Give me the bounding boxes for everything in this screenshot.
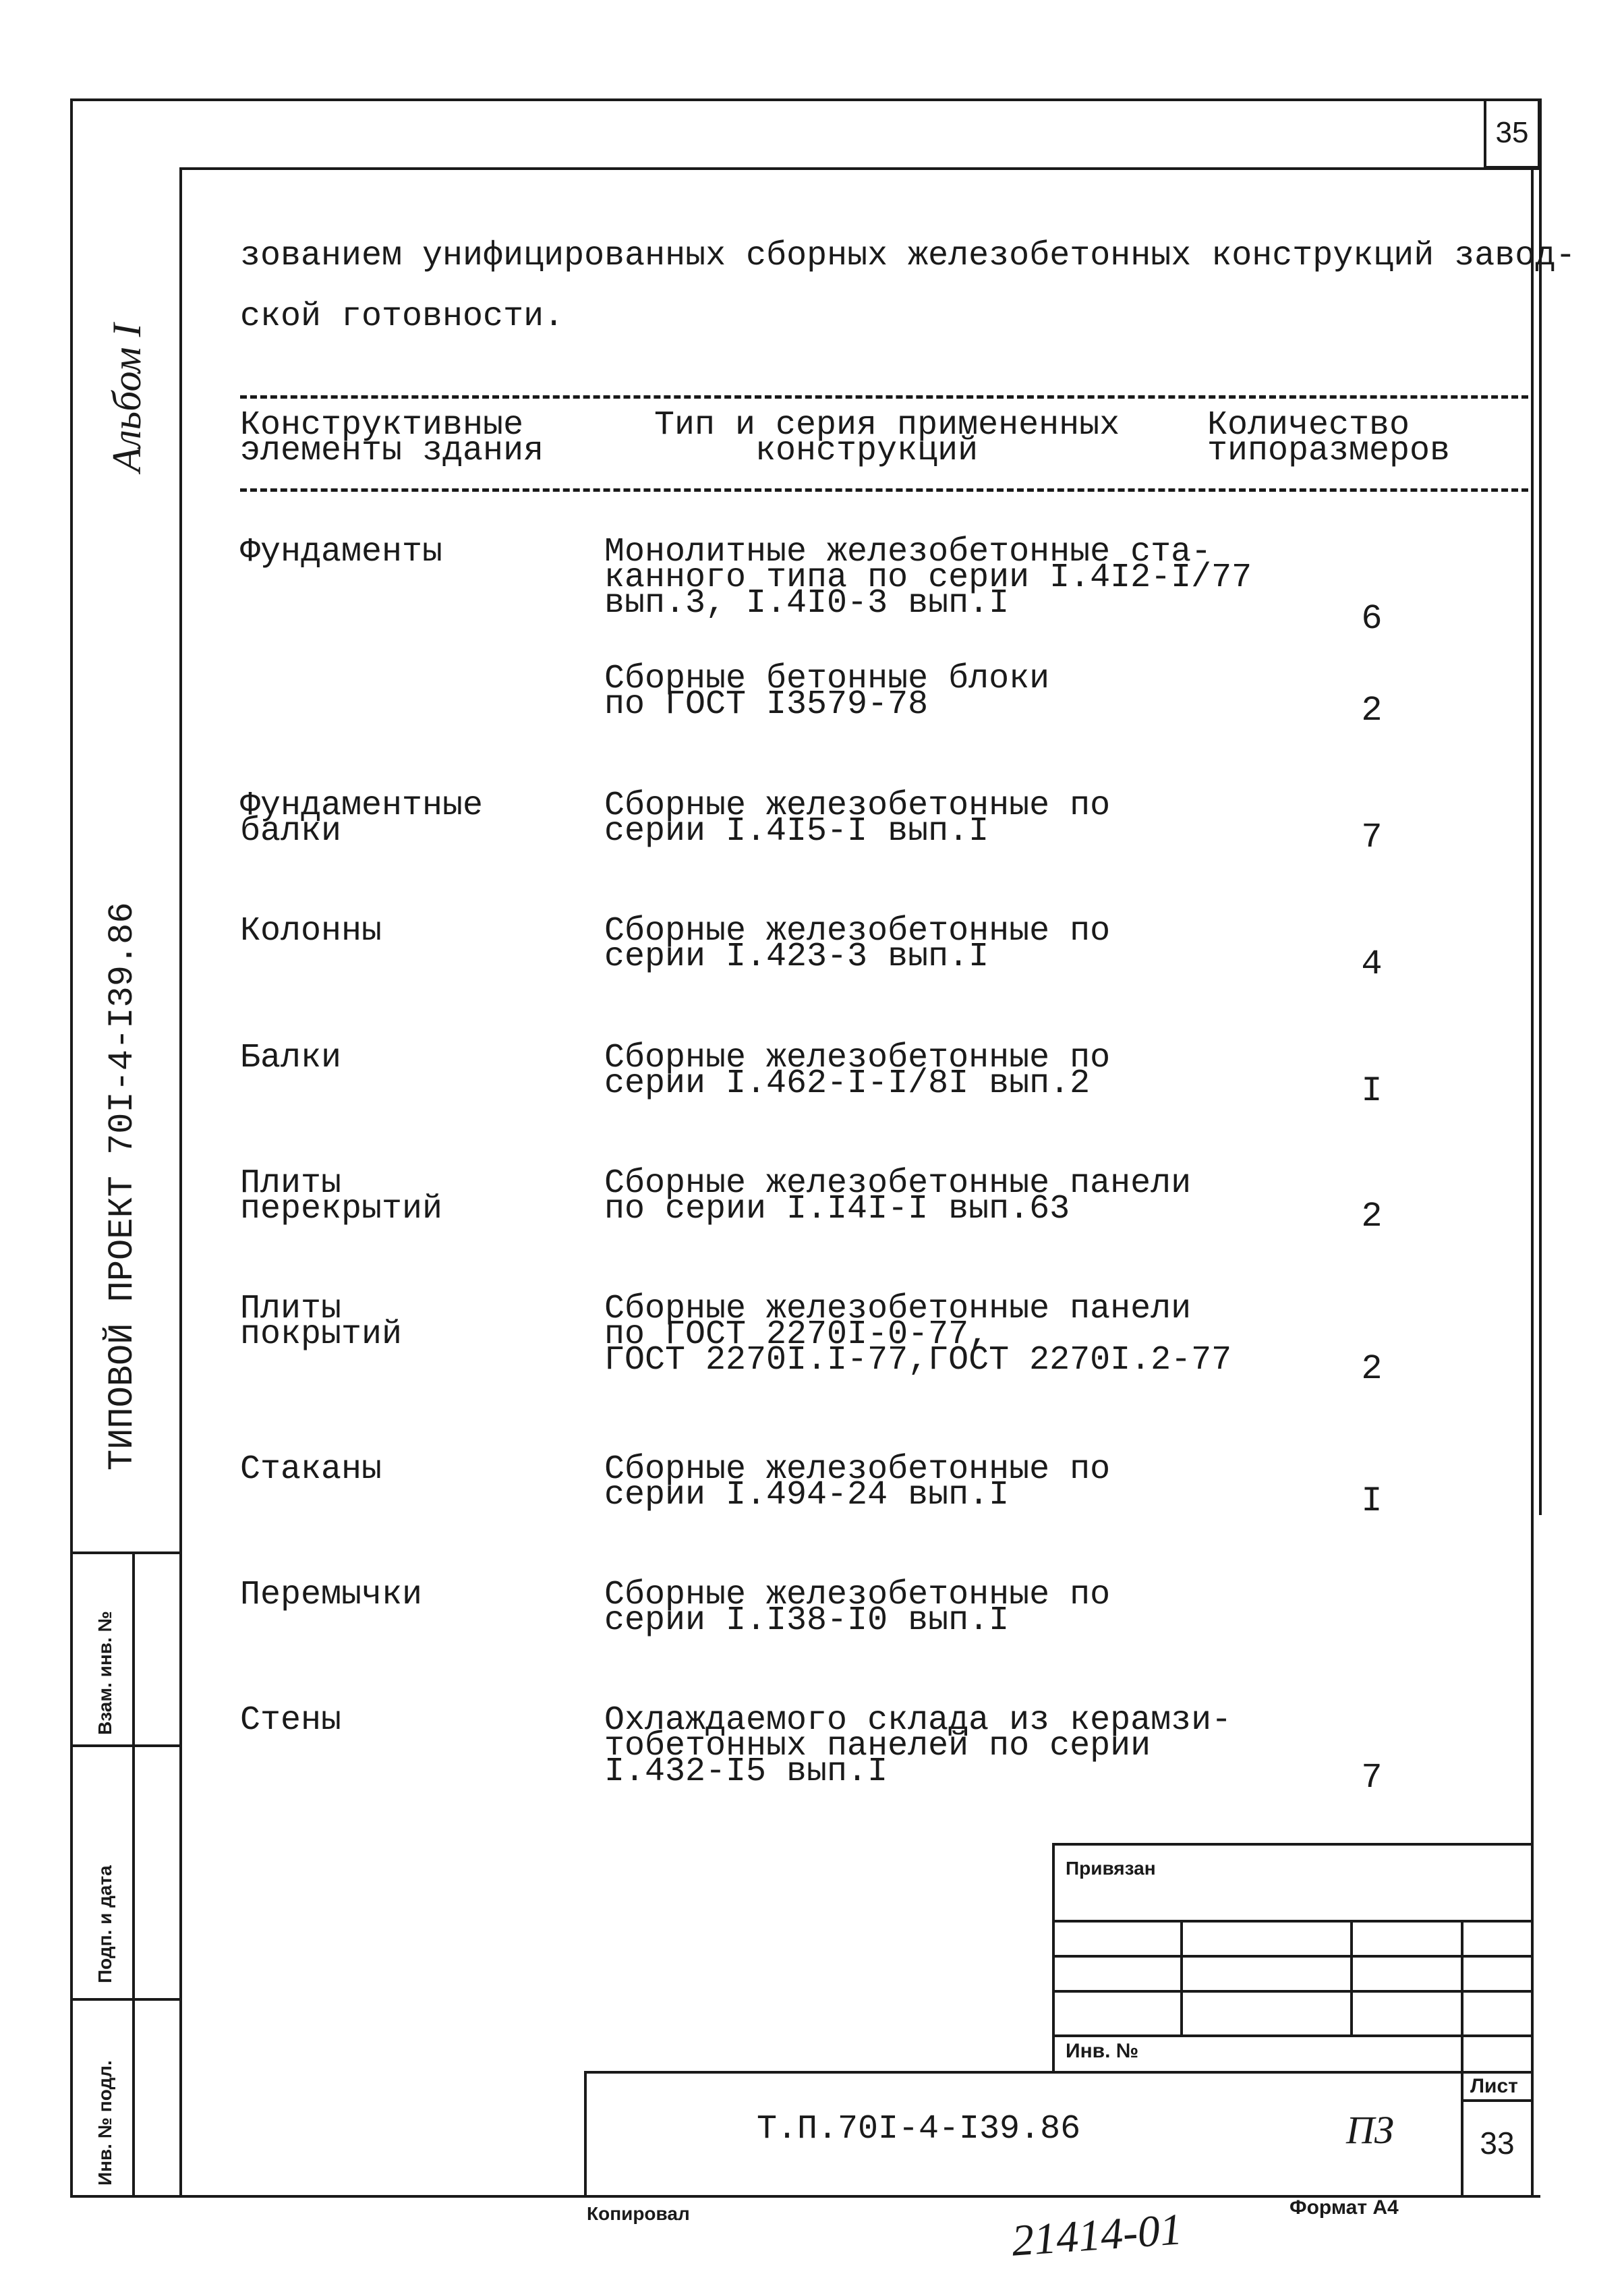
table-header-bottom-dash [240,488,1528,492]
row-type: Сборные железобетонные панели по серии I.I4I-I вып.63 [604,1164,1192,1228]
document-code: Т.П.70I-4-I39.86 [757,2110,1081,2148]
inner-frame-left [179,167,182,2196]
row-type: Охлаждаемого склада из керамзи- тобетонных панелей по серии I.432-I5 вып.I [604,1701,1232,1791]
handwritten-number: 21414-01 [1010,2204,1184,2266]
title-block-left [1052,1843,1055,2072]
intro-line-2: ской готовности. [240,297,564,336]
side-stamp-divider [73,1551,181,1554]
row-type: Сборные железобетонные по серии I.462-I-I/8I вып.2 [604,1039,1111,1103]
row-quantity: 7 [1361,818,1383,857]
row-element: Перемычки [240,1576,423,1614]
title-block-col-3 [1461,1920,1463,2072]
row-type: Монолитные железобетонные ста- канного типа по серии I.4I2-I/77 вып.3, I.4I0-3 вып.I [604,533,1252,623]
row-type: Сборные бетонные блоки по ГОСТ I3579-78 [604,660,1050,724]
header-type: Тип и серия примененных конструкций [654,406,1120,470]
row-element: Фундаменты [240,533,443,571]
side-stamp-row-2 [73,1998,181,2001]
inner-frame-top [179,167,1539,170]
stamp-inv-podl: Инв. № подл. [94,2060,115,2186]
row-quantity: 6 [1361,599,1383,639]
row-type: Сборные железобетонные панели по ГОСТ 2270I-0-77, ГОСТ 2270I.I-77,ГОСТ 2270I.2-77 [604,1290,1232,1379]
row-quantity: 2 [1361,691,1383,731]
row-type: Сборные железобетонные по серии I.423-3 вып.I [604,912,1111,976]
title-block-top [1052,1843,1534,1846]
inner-frame-right [1531,167,1534,2196]
row-element: Стены [240,1701,342,1740]
row-quantity: 7 [1361,1758,1383,1798]
row-quantity: I [1361,1071,1383,1111]
table-header-top-dash [240,395,1528,399]
sheet-label: Лист [1470,2075,1518,2097]
inv-no-label: Инв. № [1066,2040,1139,2062]
header-quantity: Количество типоразмеров [1207,406,1451,470]
row-type: Сборные железобетонные по серии I.4I5-I вып.I [604,787,1111,851]
intro-line-1: зованием унифицированных сборных железобетонных конструкций завод- [240,237,1576,275]
row-element: Колонны [240,912,382,950]
side-stamp-row-1 [73,1744,181,1747]
section-code: ПЗ [1346,2108,1394,2152]
side-stamp-column [132,1551,135,2196]
row-element: Фундаментные балки [240,787,484,851]
title-block-col-1 [1180,1920,1183,2037]
album-label: Альбом I [105,323,149,472]
row-quantity: 2 [1361,1349,1383,1389]
header-elements: Конструктивные элементы здания [240,406,544,470]
privyazan-label: Привязан [1066,1858,1156,1879]
outer-frame-left [70,100,73,2196]
row-quantity: 2 [1361,1197,1383,1236]
title-block-col-2 [1350,1920,1353,2037]
copied-label: Копировал [587,2203,690,2224]
row-element: Плиты покрытий [240,1290,403,1354]
outer-frame-top [70,98,1540,101]
row-element: Плиты перекрытий [240,1164,443,1228]
page-number: 35 [1495,116,1529,149]
sheet-label-divider [1461,2099,1534,2102]
outer-frame-right [1539,98,1542,1515]
stamp-podp-data: Подп. и дата [94,1865,115,1983]
row-type: Сборные железобетонные по серии I.I38-I0 вып.I [604,1576,1111,1640]
row-element: Стаканы [240,1450,382,1489]
project-label: ТИПОВОЙ ПРОЕКТ 70I-4-I39.86 [103,902,142,1471]
stamp-vzam-inv: Взам. инв. № [94,1611,115,1735]
sheet-number: 33 [1480,2126,1515,2161]
main-stamp-left [584,2071,587,2198]
row-quantity: 4 [1361,944,1383,984]
row-type: Сборные железобетонные по серии I.494-24 вып.I [604,1450,1111,1514]
format-label: Формат А4 [1289,2196,1399,2219]
row-element: Балки [240,1039,342,1077]
row-quantity: I [1361,1481,1383,1521]
main-stamp-top [584,2071,1534,2074]
